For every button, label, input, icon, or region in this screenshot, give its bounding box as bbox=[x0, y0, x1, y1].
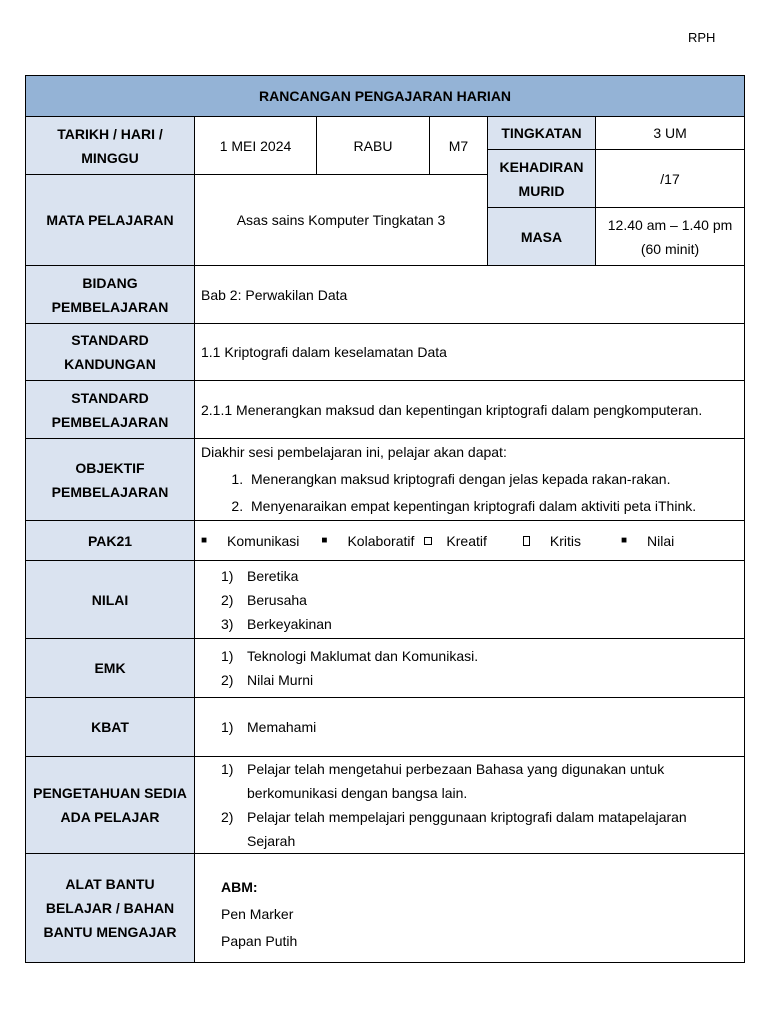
bidang-label: BIDANG PEMBELAJARAN bbox=[26, 266, 195, 324]
emk-label: EMK bbox=[26, 639, 195, 698]
nilai-item: Berkeyakinan bbox=[247, 615, 332, 632]
bidang-value: Bab 2: Perwakilan Data bbox=[195, 266, 745, 324]
pengetahuan-list bbox=[201, 757, 738, 853]
kehadiran-value: /17 bbox=[596, 150, 745, 208]
standard-kandungan-label: STANDARD KANDUNGAN bbox=[26, 324, 195, 381]
objektif-intro: Diakhir sesi pembelajaran ini, pelajar akan dapat: bbox=[201, 444, 507, 460]
pengetahuan-value bbox=[195, 757, 745, 854]
pak21-kolaboratif: Kolaboratif bbox=[347, 532, 415, 549]
table-title: RANCANGAN PENGAJARAN HARIAN bbox=[26, 76, 745, 117]
abm-item: Pen Marker bbox=[221, 905, 294, 922]
pak21-kreatif: Kreatif bbox=[446, 532, 487, 549]
nilai-label: NILAI bbox=[26, 561, 195, 639]
filled-square-icon: ■ bbox=[201, 534, 208, 546]
masa-value bbox=[596, 208, 745, 266]
nilai-item: Berusaha bbox=[247, 591, 307, 608]
minggu-value: M7 bbox=[430, 117, 488, 175]
masa-label: MASA bbox=[488, 208, 596, 266]
kbat-value bbox=[195, 698, 745, 757]
pengetahuan-item: Pelajar telah mengetahui perbezaan Bahasa yang digunakan untuk berkomunikasi dengan bangsa lain. bbox=[247, 761, 665, 801]
abm-heading: ABM: bbox=[221, 878, 258, 895]
objektif-item: 2. Menyenaraikan empat kepentingan kriptografi dalam aktiviti peta iThink. bbox=[247, 493, 738, 520]
header-corner-label: RPH bbox=[688, 30, 716, 45]
pak21-kritis: Kritis bbox=[549, 532, 581, 549]
standard-kandungan-value: 1.1 Kriptografi dalam keselamatan Data bbox=[195, 324, 745, 381]
emk-value bbox=[195, 639, 745, 698]
pak21-value bbox=[195, 521, 745, 561]
pak21-komunikasi: Komunikasi bbox=[227, 532, 300, 549]
objektif-label: OBJEKTIF PEMBELAJARAN bbox=[26, 439, 195, 521]
pak21-nilai: Nilai bbox=[647, 532, 675, 549]
tingkatan-value: 3 UM bbox=[596, 117, 745, 150]
kbat-label: KBAT bbox=[26, 698, 195, 757]
filled-square-icon: ■ bbox=[621, 534, 628, 546]
objektif-value bbox=[195, 439, 745, 521]
standard-pembelajaran-value: 2.1.1 Menerangkan maksud dan kepentingan kriptografi dalam pengkomputeran. bbox=[195, 381, 745, 439]
filled-square-icon: ■ bbox=[321, 534, 328, 546]
objektif-list bbox=[201, 466, 738, 520]
standard-pembelajaran-label: STANDARD PEMBELAJARAN bbox=[26, 381, 195, 439]
empty-square-icon bbox=[523, 536, 530, 546]
masa-duration: (60 minit) bbox=[640, 240, 700, 257]
mata-pelajaran-value: Asas sains Komputer Tingkatan 3 bbox=[195, 175, 488, 266]
pengetahuan-label: PENGETAHUAN SEDIA ADA PELAJAR bbox=[26, 757, 195, 854]
alat-bantu-label: ALAT BANTU BELAJAR / BAHAN BANTU MENGAJAR bbox=[26, 854, 195, 963]
pengetahuan-item: Pelajar telah mempelajari penggunaan kriptografi dalam matapelajaran Sejarah bbox=[247, 809, 687, 849]
kehadiran-label: KEHADIRAN MURID bbox=[488, 150, 596, 208]
tarikh-label: TARIKH / HARI / MINGGU bbox=[26, 117, 195, 175]
mata-pelajaran-label: MATA PELAJARAN bbox=[26, 175, 195, 266]
tingkatan-label: TINGKATAN bbox=[488, 117, 596, 150]
emk-item: Teknologi Maklumat dan Komunikasi. bbox=[247, 648, 479, 664]
pak21-label: PAK21 bbox=[26, 521, 195, 561]
nilai-value bbox=[195, 561, 745, 639]
masa-time: 12.40 am – 1.40 pm bbox=[607, 216, 733, 233]
nilai-item: Beretika bbox=[247, 567, 299, 584]
alat-bantu-value bbox=[195, 854, 745, 963]
abm-item: Papan Putih bbox=[221, 932, 298, 949]
kbat-list bbox=[201, 715, 738, 739]
empty-square-icon bbox=[424, 537, 432, 545]
emk-item: Nilai Murni bbox=[247, 672, 314, 688]
nilai-list bbox=[201, 564, 738, 636]
tarikh-value: 1 MEI 2024 bbox=[195, 117, 317, 175]
objektif-item: 1. Menerangkan maksud kriptografi dengan jelas kepada rakan-rakan. bbox=[247, 466, 738, 493]
kbat-item: Memahami bbox=[247, 719, 317, 735]
lesson-plan-table bbox=[25, 75, 745, 963]
hari-value: RABU bbox=[317, 117, 430, 175]
emk-list bbox=[201, 644, 738, 692]
